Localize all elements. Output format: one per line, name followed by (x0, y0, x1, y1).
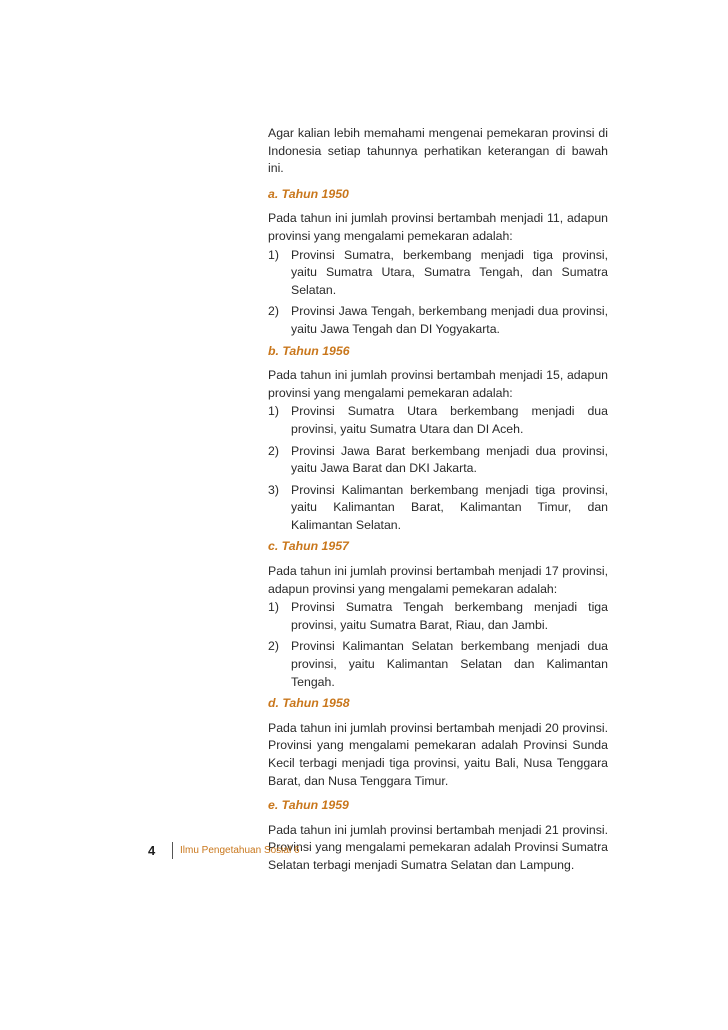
list-item-text: Provinsi Sumatra, berkembang menjadi tiga provinsi, yaitu Sumatra Utara, Sumatra Tengah, dan Sumatra Selatan. (291, 247, 608, 297)
list-item (268, 599, 608, 634)
list-item-number: 1) (268, 247, 279, 262)
list-item-number: 3) (268, 482, 279, 497)
section-1958 (268, 695, 608, 790)
section-paragraph: Pada tahun ini jumlah provinsi bertambah menjadi 11, adapun provinsi yang mengalami pemekaran adalah: (268, 211, 608, 243)
list-item-number: 2) (268, 443, 279, 458)
footer-divider (172, 842, 173, 859)
province-list (268, 403, 608, 534)
list-item-text: Provinsi Sumatra Utara berkembang menjadi dua provinsi, yaitu Sumatra Utara dan DI Aceh. (291, 404, 608, 436)
page-number: 4 (148, 843, 156, 858)
section-heading: b. Tahun 1956 (268, 343, 350, 358)
intro-paragraph: Agar kalian lebih memahami mengenai pemekaran provinsi di Indonesia setiap tahunnya perhatikan keterangan di bawah ini. (268, 126, 608, 176)
list-item (268, 303, 608, 338)
list-item (268, 403, 608, 438)
section-paragraph: Pada tahun ini jumlah provinsi bertambah menjadi 17 provinsi, adapun provinsi yang mengalami pemekaran adalah: (268, 564, 608, 596)
province-list (268, 247, 608, 339)
list-item-number: 1) (268, 600, 279, 615)
section-heading: a. Tahun 1950 (268, 186, 349, 201)
section-heading: e. Tahun 1959 (268, 798, 349, 813)
list-item-text: Provinsi Jawa Tengah, berkembang menjadi dua provinsi, yaitu Jawa Tengah dan DI Yogyakarta. (291, 304, 608, 336)
list-item-text: Provinsi Kalimantan Selatan berkembang menjadi dua provinsi, yaitu Kalimantan Selatan dan Kalimantan Tengah. (291, 639, 608, 689)
section-1957 (268, 538, 608, 691)
list-item-number: 1) (268, 404, 279, 419)
list-item (268, 443, 608, 478)
list-item-text: Provinsi Sumatra Tengah berkembang menjadi tiga provinsi, yaitu Sumatra Barat, Riau, dan Jambi. (291, 600, 608, 632)
section-heading: d. Tahun 1958 (268, 696, 350, 711)
main-content (268, 125, 608, 882)
list-item (268, 482, 608, 535)
list-item (268, 638, 608, 691)
section-heading: c. Tahun 1957 (268, 539, 349, 554)
province-list (268, 599, 608, 691)
list-item (268, 247, 608, 300)
book-title: Ilmu Pengetahuan Sosial 6 (180, 845, 300, 856)
list-item-text: Provinsi Jawa Barat berkembang menjadi dua provinsi, yaitu Jawa Barat dan DKI Jakarta. (291, 443, 608, 476)
section-1956 (268, 343, 608, 535)
section-paragraph: Pada tahun ini jumlah provinsi bertambah menjadi 20 provinsi. Provinsi yang mengalami pemekaran adalah Provinsi Sunda Kecil terbagi menjadi tiga provinsi, yaitu Bali, Nusa Tenggara Barat, dan Nusa Tenggara Timur. (268, 720, 608, 788)
section-paragraph: Pada tahun ini jumlah provinsi bertambah menjadi 21 provinsi. Provinsi yang mengalami pemekaran adalah Provinsi Sumatra Selatan terbagi menjadi Sumatra Selatan dan Lampung. (268, 822, 608, 872)
list-item-number: 2) (268, 639, 279, 654)
section-paragraph: Pada tahun ini jumlah provinsi bertambah menjadi 15, adapun provinsi yang mengalami pemekaran adalah: (268, 368, 608, 400)
section-1950 (268, 186, 608, 339)
list-item-text: Provinsi Kalimantan berkembang menjadi tiga provinsi, yaitu Kalimantan Barat, Kalimantan Timur, dan Kalimantan Selatan. (291, 482, 608, 532)
section-1959 (268, 797, 608, 874)
list-item-number: 2) (268, 304, 279, 319)
